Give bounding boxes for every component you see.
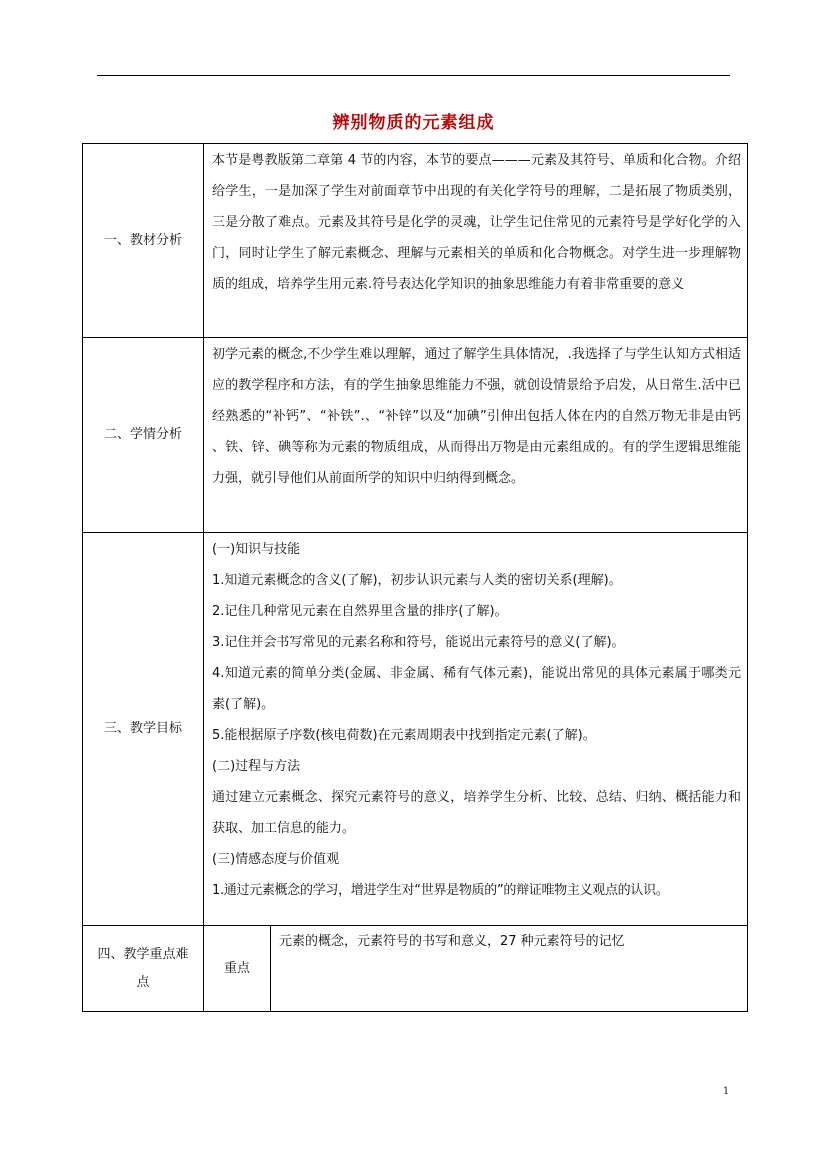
row-label: 一、教材分析 — [83, 144, 204, 338]
sub-label: 重点 — [204, 926, 271, 1012]
section-heading: (三)情感态度与价值观 — [212, 852, 340, 867]
objective-item: 1.通过元素概念的学习，增进学生对“世界是物质的”的辩证唯物主义观点的认识。 — [212, 883, 669, 898]
paragraph: 本节是粤教版第二章第 4 节的内容，本节的要点———元素及其符号、单质和化合物。介绍给学生，一是加深了学生对前面章节中出现的有关化学符号的理解，二是拓展了物质类别，三是分散了难点。元素及其符号是化学的灵魂，让学生记住常见的元素符号是学好化学的入门，同时让学生了解元素概念、理解与元素相关的单质和化合物概念。对学生进一步理解物质的组成，培养学生用元素.符号表达化学知识的抽象思维能力有着非常重要的意义 — [212, 153, 742, 292]
row-label: 二、学情分析 — [83, 338, 204, 533]
table-row — [83, 338, 748, 533]
row-content — [204, 533, 748, 926]
row-label: 四、教学重点难 点 — [83, 926, 204, 1012]
objective-item: 4.知道元素的简单分类(金属、非金属、稀有气体元素)，能说出常见的具体元素属于哪类元素(了解)。 — [212, 666, 742, 712]
document-title: 辨别物质的元素组成 — [332, 113, 495, 133]
objective-item: 5.能根据原子序数(核电荷数)在元素周期表中找到指定元素(了解)。 — [212, 728, 596, 743]
row-content — [204, 338, 748, 533]
table-row — [83, 926, 748, 1012]
table-row — [83, 533, 748, 926]
table-row — [83, 144, 748, 338]
objective-item: 1.知道元素概念的含义(了解)，初步认识元素与人类的密切关系(理解)。 — [212, 573, 622, 588]
page-number: 1 — [722, 1086, 730, 1097]
row-content: 元素的概念，元素符号的书写和意义，27 种元素符号的记忆 — [271, 926, 748, 1012]
section-heading: (一)知识与技能 — [212, 542, 301, 557]
row-label: 三、教学目标 — [83, 533, 204, 926]
lesson-plan-table — [82, 143, 748, 1012]
header-rule — [97, 75, 730, 76]
objective-item: 2.记住几种常见元素在自然界里含量的排序(了解)。 — [212, 604, 508, 619]
row-content — [204, 144, 748, 338]
section-heading: (二)过程与方法 — [212, 759, 301, 774]
paragraph: 初学元素的概念,不少学生难以理解，通过了解学生具体情况，.我选择了与学生认知方式相适应的教学程序和方法，有的学生抽象思维能力不强，就创设情景给予启发，从日常生.活中已经熟悉的“补钙”、“补铁”.、“补锌”以及“加碘”引伸出包括人体在内的自然万物无非是由钙 、铁、锌、碘等称为元素的物质组成，从而得出万物是由元素组成的。有的学生逻辑思维能力强，就引导他们从前面所学的知识中归纳得到概念。 — [212, 347, 742, 486]
objective-item: 通过建立元素概念、探究元素符号的意义，培养学生分析、比较、总结、归纳、概括能力和获取、加工信息的能力。 — [212, 790, 742, 836]
objective-item: 3.记住并会书写常见的元素名称和符号，能说出元素符号的意义(了解)。 — [212, 635, 625, 650]
